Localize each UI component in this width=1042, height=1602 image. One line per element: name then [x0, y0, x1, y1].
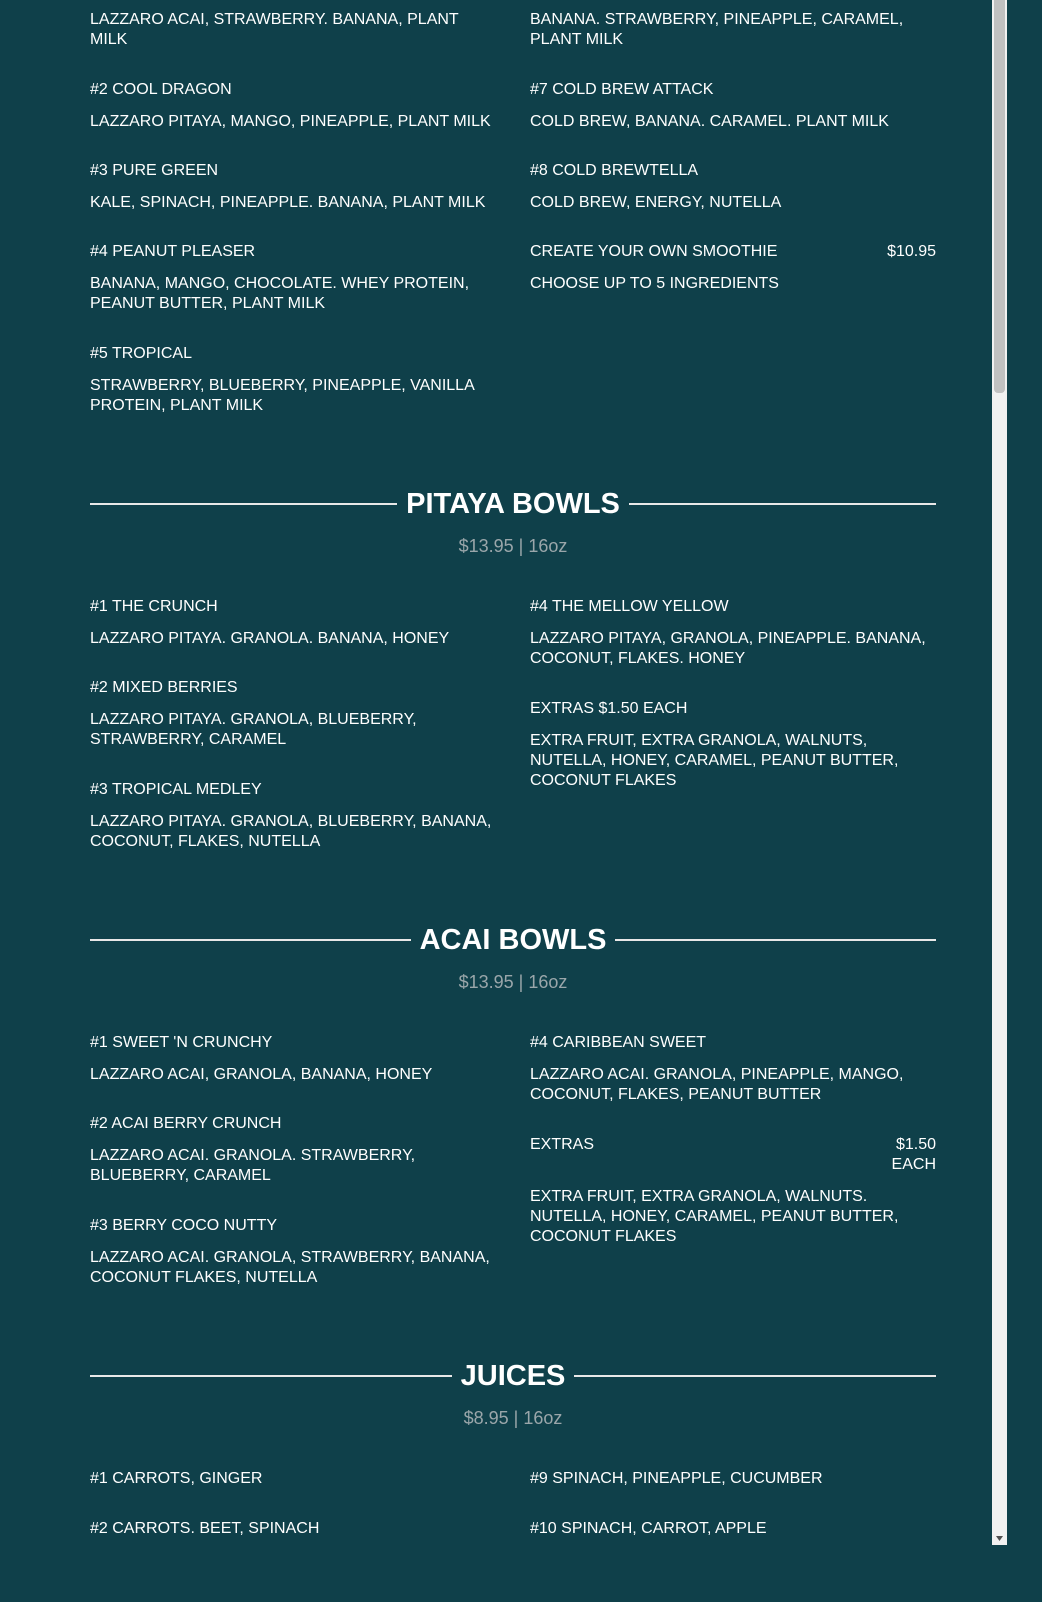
smoothie-2-title: #2 COOL DRAGON: [90, 81, 232, 98]
pitaya-extras-desc: EXTRA FRUIT, EXTRA GRANOLA, WALNUTS, NUTELLA, HONEY, CARAMEL, PEANUT BUTTER, COCONUT FLAKES: [530, 732, 899, 789]
pitaya-3-desc: LAZZARO PITAYA. GRANOLA, BLUEBERRY, BANANA, COCONUT, FLAKES, NUTELLA: [90, 813, 492, 850]
smoothie-1-desc: LAZZARO ACAI, STRAWBERRY. BANANA, PLANT MILK: [90, 11, 459, 48]
smoothie-2-desc: LAZZARO PITAYA, MANGO, PINEAPPLE, PLANT MILK: [90, 113, 491, 130]
acai-extras-title: EXTRAS: [530, 1136, 595, 1153]
acai-2-title: #2 ACAI BERRY CRUNCH: [90, 1115, 282, 1132]
create-smoothie-desc: CHOOSE UP TO 5 INGREDIENTS: [530, 275, 779, 292]
divider-right: [629, 503, 936, 505]
juice-10-title: #10 SPINACH, CARROT, APPLE: [530, 1520, 767, 1537]
juices-price-size: $8.95 | 16oz: [463, 1408, 563, 1428]
pitaya-section-header: [90, 484, 936, 524]
acai-3-title: #3 BERRY COCO NUTTY: [90, 1217, 278, 1234]
acai-extras-price: $1.50 EACH: [891, 1136, 936, 1173]
smoothie-5-desc: STRAWBERRY, BLUEBERRY, PINEAPPLE, VANILLA PROTEIN, PLANT MILK: [90, 377, 474, 414]
acai-section-title: ACAI BOWLS: [419, 924, 607, 956]
scroll-down-button[interactable]: [992, 1531, 1007, 1545]
pitaya-1-desc: LAZZARO PITAYA. GRANOLA. BANANA, HONEY: [90, 630, 450, 647]
smoothie-3-desc: KALE, SPINACH, PINEAPPLE. BANANA, PLANT MILK: [90, 194, 486, 211]
divider-left: [90, 939, 411, 941]
acai-price-size: $13.95 | 16oz: [458, 972, 568, 992]
divider-left: [90, 1375, 452, 1377]
smoothie-5-title: #5 TROPICAL: [90, 345, 192, 362]
smoothie-8-desc: COLD BREW, ENERGY, NUTELLA: [530, 194, 782, 211]
pitaya-2-desc: LAZZARO PITAYA. GRANOLA, BLUEBERRY, STRAWBERRY, CARAMEL: [90, 711, 417, 748]
juice-1-title: #1 CARROTS, GINGER: [90, 1470, 263, 1487]
acai-1-title: #1 SWEET 'N CRUNCHY: [90, 1034, 273, 1051]
smoothie-7-desc: COLD BREW, BANANA. CARAMEL. PLANT MILK: [530, 113, 889, 130]
juice-9-title: #9 SPINACH, PINEAPPLE, CUCUMBER: [530, 1470, 823, 1487]
divider-left: [90, 503, 397, 505]
smoothie-8-title: #8 COLD BREWTELLA: [530, 162, 699, 179]
smoothie-6-desc: BANANA. STRAWBERRY, PINEAPPLE, CARAMEL, PLANT MILK: [530, 11, 904, 48]
smoothie-7-title: #7 COLD BREW ATTACK: [530, 81, 714, 98]
pitaya-1-title: #1 THE CRUNCH: [90, 598, 218, 615]
smoothie-4-desc: BANANA, MANGO, CHOCOLATE. WHEY PROTEIN, PEANUT BUTTER, PLANT MILK: [90, 275, 470, 312]
juices-section-header: [90, 1356, 936, 1396]
divider-right: [615, 939, 936, 941]
acai-4-title: #4 CARIBBEAN SWEET: [530, 1034, 707, 1051]
scrollbar-thumb[interactable]: [994, 0, 1005, 393]
acai-2-desc: LAZZARO ACAI. GRANOLA. STRAWBERRY, BLUEBERRY, CARAMEL: [90, 1147, 416, 1184]
triangle-down-icon: [996, 1536, 1003, 1541]
pitaya-price-size: $13.95 | 16oz: [458, 536, 568, 556]
pitaya-4-desc: LAZZARO PITAYA, GRANOLA, PINEAPPLE. BANANA, COCONUT, FLAKES. HONEY: [530, 630, 926, 667]
vertical-scrollbar[interactable]: [992, 0, 1007, 1545]
smoothie-3-title: #3 PURE GREEN: [90, 162, 219, 179]
pitaya-extras-title: EXTRAS $1.50 EACH: [530, 700, 688, 717]
juice-2-title: #2 CARROTS. BEET, SPINACH: [90, 1520, 320, 1537]
smoothie-4-title: #4 PEANUT PLEASER: [90, 243, 256, 260]
pitaya-2-title: #2 MIXED BERRIES: [90, 679, 238, 696]
divider-right: [574, 1375, 936, 1377]
acai-extras-desc: EXTRA FRUIT, EXTRA GRANOLA, WALNUTS. NUTELLA, HONEY, CARAMEL, PEANUT BUTTER, COCONUT FLAKES: [530, 1188, 899, 1245]
pitaya-4-title: #4 THE MELLOW YELLOW: [530, 598, 729, 615]
acai-section-header: [90, 920, 936, 960]
pitaya-3-title: #3 TROPICAL MEDLEY: [90, 781, 262, 798]
acai-4-desc: LAZZARO ACAI. GRANOLA, PINEAPPLE, MANGO, COCONUT, FLAKES, PEANUT BUTTER: [530, 1066, 904, 1103]
juices-section-title: JUICES: [460, 1360, 566, 1392]
create-smoothie-title: CREATE YOUR OWN SMOOTHIE: [530, 243, 778, 260]
create-smoothie-price: $10.95: [887, 243, 936, 260]
acai-1-desc: LAZZARO ACAI, GRANOLA, BANANA, HONEY: [90, 1066, 433, 1083]
acai-3-desc: LAZZARO ACAI. GRANOLA, STRAWBERRY, BANANA, COCONUT FLAKES, NUTELLA: [90, 1249, 490, 1286]
pitaya-section-title: PITAYA BOWLS: [406, 488, 620, 520]
